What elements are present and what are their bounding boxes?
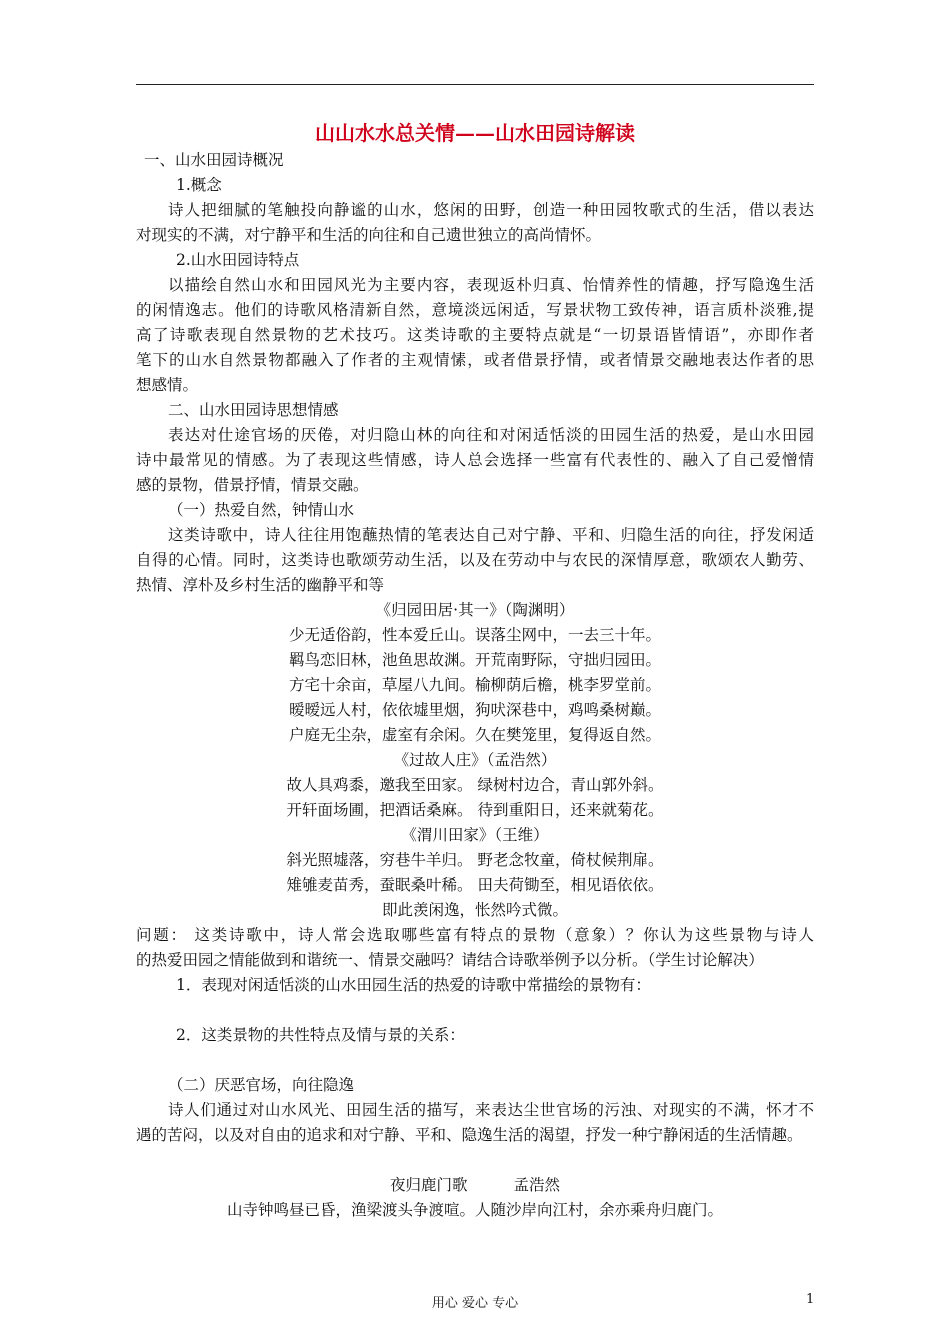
subsection-heading: 2.山水田园诗特点 <box>176 251 300 269</box>
poem-line: 雉雊麦苗秀，蚕眠桑叶稀。 田夫荷锄至，相见语依依。 <box>286 876 664 894</box>
paragraph-line: 高了诗歌表现自然景物的艺术技巧。这类诗歌的主要特点就是“一切景语皆情语”，亦即作者 <box>136 326 814 344</box>
poem-title: 夜归鹿门歌 <box>389 1176 468 1194</box>
question-item: 1．表现对闲适恬淡的山水田园生活的热爱的诗歌中常描绘的景物有： <box>176 976 651 994</box>
paragraph-line: 自得的心情。同时，这类诗也歌颂劳动生活，以及在劳动中与农民的深情厚意，歌颂农人勤劳、 <box>136 551 814 569</box>
section-heading: 一、山水田园诗概况 <box>144 151 284 169</box>
poem-line: 山寺钟鸣昼已昏，渔梁渡头争渡喧。人随沙岸向江村，余亦乘舟归鹿门。 <box>226 1201 723 1219</box>
question-line: 问题： 这类诗歌中，诗人常会选取哪些富有特点的景物（意象）？你认为这些景物与诗人 <box>136 926 814 944</box>
paragraph-line: 笔下的山水自然景物都融入了作者的主观情愫，或者借景抒情，或者情景交融地表达作者的思 <box>136 351 814 369</box>
poem-heading <box>136 1173 814 1198</box>
subsection-heading: （二）厌恶官场，向往隐逸 <box>168 1076 355 1094</box>
poem-line: 羁鸟恋旧林，池鱼思故渊。开荒南野际，守拙归园田。 <box>288 651 661 669</box>
paragraph-line: 以描绘自然山水和田园风光为主要内容，表现返朴归真、怡情养性的情趣，抒写隐逸生活 <box>168 276 814 294</box>
header-rule <box>136 84 814 85</box>
poem-line: 斜光照墟落，穷巷牛羊归。 野老念牧童，倚杖候荆扉。 <box>286 851 664 869</box>
footer-text: 用心 爱心 专心 <box>431 1296 519 1311</box>
subsection-heading: 1.概念 <box>176 176 222 194</box>
paragraph-line: 这类诗歌中，诗人往往用饱蘸热情的笔表达自己对宁静、平和、归隐生活的向往，抒发闲适 <box>168 526 814 544</box>
paragraph-line: 想感情。 <box>136 376 199 394</box>
paragraph-line: 诗人们通过对山水风光、田园生活的描写，来表达尘世官场的污浊、对现实的不满，怀才不 <box>168 1101 814 1119</box>
poem-line: 暧暧远人村，依依墟里烟，狗吠深巷中，鸡鸣桑树巅。 <box>288 701 661 719</box>
poem-line: 户庭无尘杂，虚室有余闲。久在樊笼里，复得返自然。 <box>288 726 661 744</box>
page-title: 山山水水总关情——山水田园诗解读 <box>315 121 635 145</box>
paragraph-line: 诗中最常见的情感。为了表现这些情感，诗人总会选择一些富有代表性的、融入了自己爱憎情 <box>136 451 814 469</box>
poem-line: 少无适俗韵，性本爱丘山。误落尘网中，一去三十年。 <box>288 626 661 644</box>
subsection-heading: （一）热爱自然，钟情山水 <box>168 501 355 519</box>
page-number: 1 <box>806 1292 815 1307</box>
paragraph-line: 热情、淳朴及乡村生活的幽静平和等 <box>136 576 385 594</box>
poem-line: 即此羡闲逸，怅然吟式微。 <box>381 901 568 919</box>
poem-line: 故人具鸡黍，邀我至田家。 绿树村边合，青山郭外斜。 <box>286 776 664 794</box>
poem-title: 《渭川田家》（王维） <box>401 826 549 844</box>
paragraph-line: 感的景物，借景抒情，情景交融。 <box>136 476 369 494</box>
poem-author: 孟浩然 <box>513 1176 561 1194</box>
paragraph-line: 遇的苦闷，以及对自由的追求和对宁静、平和、隐逸生活的渴望，抒发一种宁静闲适的生活情趣。 <box>136 1126 803 1144</box>
question-item: 2．这类景物的共性特点及情与景的关系： <box>176 1026 465 1044</box>
document-body <box>136 118 814 1223</box>
paragraph-line: 诗人把细腻的笔触投向静谧的山水，悠闲的田野，创造一种田园牧歌式的生活，借以表达 <box>168 201 814 219</box>
paragraph-line: 表达对仕途官场的厌倦，对归隐山林的向往和对闲适恬淡的田园生活的热爱，是山水田园 <box>168 426 814 444</box>
section-heading: 二、山水田园诗思想情感 <box>168 401 339 419</box>
paragraph-line: 的闲情逸志。他们的诗歌风格清新自然，意境淡远闲适，写景状物工致传神，语言质朴淡雅,提 <box>136 301 814 319</box>
poem-line: 开轩面场圃，把酒话桑麻。 待到重阳日，还来就菊花。 <box>286 801 664 819</box>
question-line: 的热爱田园之情能做到和谐统一、情景交融吗？请结合诗歌举例予以分析。（学生讨论解决） <box>136 951 764 969</box>
paragraph-line: 对现实的不满，对宁静平和生活的向往和自己遗世独立的高尚情怀。 <box>136 226 602 244</box>
poem-title: 《过故人庄》（孟浩然） <box>393 751 557 769</box>
poem-line: 方宅十余亩，草屋八九间。榆柳荫后檐，桃李罗堂前。 <box>288 676 661 694</box>
poem-title: 《归园田居·其一》（陶渊明） <box>375 601 575 619</box>
